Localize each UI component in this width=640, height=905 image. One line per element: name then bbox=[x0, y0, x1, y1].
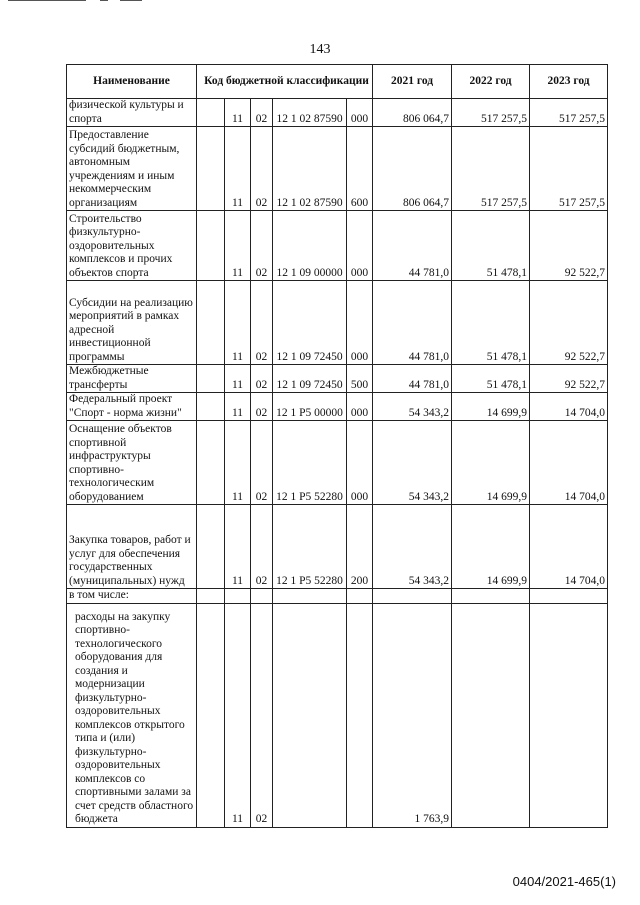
row-target-article: 12 1 09 72450 bbox=[273, 281, 347, 365]
row-value-2021: 806 064,7 bbox=[373, 127, 452, 211]
row-section: 11 bbox=[225, 421, 251, 505]
row-empty-cell bbox=[197, 127, 225, 211]
table-row bbox=[67, 211, 608, 281]
row-section: 11 bbox=[225, 127, 251, 211]
row-value-2022: 517 257,5 bbox=[452, 99, 530, 127]
row-empty-cell bbox=[197, 393, 225, 421]
row-value-2023: 92 522,7 bbox=[530, 281, 608, 365]
row-target-article: 12 1 09 00000 bbox=[273, 211, 347, 281]
row-subsection: 02 bbox=[251, 421, 273, 505]
budget-table bbox=[66, 64, 608, 828]
row-subsection: 02 bbox=[251, 365, 273, 393]
row-expense-type bbox=[347, 589, 373, 604]
row-name: Строительство физкультурно-оздоровительных комплексов и прочих объектов спорта bbox=[67, 211, 197, 281]
row-name: Закупка товаров, работ и услуг для обеспечения государственных (муниципальных) нужд bbox=[67, 505, 197, 589]
row-expense-type: 500 bbox=[347, 365, 373, 393]
row-section: 11 bbox=[225, 603, 251, 827]
row-value-2021: 54 343,2 bbox=[373, 505, 452, 589]
table-row bbox=[67, 505, 608, 589]
row-value-2022: 51 478,1 bbox=[452, 211, 530, 281]
table-row bbox=[67, 603, 608, 827]
row-target-article: 12 1 P5 52280 bbox=[273, 505, 347, 589]
row-expense-type: 000 bbox=[347, 211, 373, 281]
table-row bbox=[67, 127, 608, 211]
row-subsection: 02 bbox=[251, 505, 273, 589]
row-section bbox=[225, 589, 251, 604]
row-value-2022: 14 699,9 bbox=[452, 421, 530, 505]
row-subsection: 02 bbox=[251, 281, 273, 365]
row-name: физической культуры и спорта bbox=[67, 99, 197, 127]
row-section: 11 bbox=[225, 99, 251, 127]
row-subsection: 02 bbox=[251, 393, 273, 421]
row-value-2021: 806 064,7 bbox=[373, 99, 452, 127]
row-expense-type: 000 bbox=[347, 421, 373, 505]
row-target-article bbox=[273, 603, 347, 827]
header-2022: 2022 год bbox=[452, 65, 530, 99]
row-value-2022: 51 478,1 bbox=[452, 365, 530, 393]
row-name: Оснащение объектов спортивной инфраструктуры спортивно-технологическим оборудованием bbox=[67, 421, 197, 505]
row-value-2023: 14 704,0 bbox=[530, 505, 608, 589]
row-value-2021: 44 781,0 bbox=[373, 281, 452, 365]
row-target-article: 12 1 P5 00000 bbox=[273, 393, 347, 421]
row-empty-cell bbox=[197, 421, 225, 505]
row-target-article: 12 1 02 87590 bbox=[273, 99, 347, 127]
row-value-2023: 92 522,7 bbox=[530, 365, 608, 393]
row-empty-cell bbox=[197, 99, 225, 127]
row-target-article: 12 1 02 87590 bbox=[273, 127, 347, 211]
row-expense-type: 000 bbox=[347, 393, 373, 421]
row-value-2022: 517 257,5 bbox=[452, 127, 530, 211]
row-target-article bbox=[273, 589, 347, 604]
row-section: 11 bbox=[225, 281, 251, 365]
row-name: расходы на закупку спортивно-технологического оборудования для создания и модернизации физкультурно-оздоровительных комплексов открытого типа и (или) физкультурно-оздоровительных комплексов со спортивными залами за счет средств областного бюджета bbox=[67, 603, 197, 827]
table-row bbox=[67, 365, 608, 393]
row-value-2023 bbox=[530, 603, 608, 827]
row-target-article: 12 1 09 72450 bbox=[273, 365, 347, 393]
row-target-article: 12 1 P5 52280 bbox=[273, 421, 347, 505]
row-value-2022: 14 699,9 bbox=[452, 393, 530, 421]
row-subsection: 02 bbox=[251, 603, 273, 827]
row-empty-cell bbox=[197, 603, 225, 827]
row-section: 11 bbox=[225, 365, 251, 393]
table-row bbox=[67, 421, 608, 505]
table-row bbox=[67, 393, 608, 421]
row-value-2023: 517 257,5 bbox=[530, 127, 608, 211]
row-value-2023: 92 522,7 bbox=[530, 211, 608, 281]
row-subsection: 02 bbox=[251, 99, 273, 127]
header-name: Наименование bbox=[67, 65, 197, 99]
table-row bbox=[67, 589, 608, 604]
row-subsection: 02 bbox=[251, 127, 273, 211]
header-code: Код бюджетной классификации bbox=[197, 65, 373, 99]
row-name: в том числе: bbox=[67, 589, 197, 604]
header-2023: 2023 год bbox=[530, 65, 608, 99]
row-subsection: 02 bbox=[251, 211, 273, 281]
row-empty-cell bbox=[197, 365, 225, 393]
row-value-2021: 44 781,0 bbox=[373, 365, 452, 393]
row-section: 11 bbox=[225, 505, 251, 589]
document-reference: 0404/2021-465(1) bbox=[512, 874, 616, 889]
row-subsection bbox=[251, 589, 273, 604]
row-value-2021: 54 343,2 bbox=[373, 393, 452, 421]
table-row bbox=[67, 281, 608, 365]
row-expense-type: 000 bbox=[347, 281, 373, 365]
row-name: Предоставление субсидий бюджетным, автономным учреждениям и иным некоммерческим организациям bbox=[67, 127, 197, 211]
row-value-2022 bbox=[452, 589, 530, 604]
row-expense-type: 000 bbox=[347, 99, 373, 127]
row-value-2023: 14 704,0 bbox=[530, 421, 608, 505]
row-value-2022: 51 478,1 bbox=[452, 281, 530, 365]
row-value-2023 bbox=[530, 589, 608, 604]
top-edge-marks bbox=[8, 0, 148, 3]
header-row bbox=[67, 65, 608, 99]
row-value-2021: 54 343,2 bbox=[373, 421, 452, 505]
row-value-2021: 44 781,0 bbox=[373, 211, 452, 281]
row-name: Межбюджетные трансферты bbox=[67, 365, 197, 393]
row-value-2023: 517 257,5 bbox=[530, 99, 608, 127]
row-value-2023: 14 704,0 bbox=[530, 393, 608, 421]
row-empty-cell bbox=[197, 281, 225, 365]
row-expense-type: 600 bbox=[347, 127, 373, 211]
row-expense-type: 200 bbox=[347, 505, 373, 589]
row-empty-cell bbox=[197, 505, 225, 589]
row-section: 11 bbox=[225, 393, 251, 421]
row-value-2021 bbox=[373, 589, 452, 604]
row-name: Субсидии на реализацию мероприятий в рамках адресной инвестиционной программы bbox=[67, 281, 197, 365]
header-2021: 2021 год bbox=[373, 65, 452, 99]
row-section: 11 bbox=[225, 211, 251, 281]
row-empty-cell bbox=[197, 589, 225, 604]
row-name: Федеральный проект "Спорт - норма жизни" bbox=[67, 393, 197, 421]
row-expense-type bbox=[347, 603, 373, 827]
table-row bbox=[67, 99, 608, 127]
page-number: 143 bbox=[309, 42, 331, 57]
row-value-2021: 1 763,9 bbox=[373, 603, 452, 827]
row-empty-cell bbox=[197, 211, 225, 281]
row-value-2022 bbox=[452, 603, 530, 827]
row-value-2022: 14 699,9 bbox=[452, 505, 530, 589]
